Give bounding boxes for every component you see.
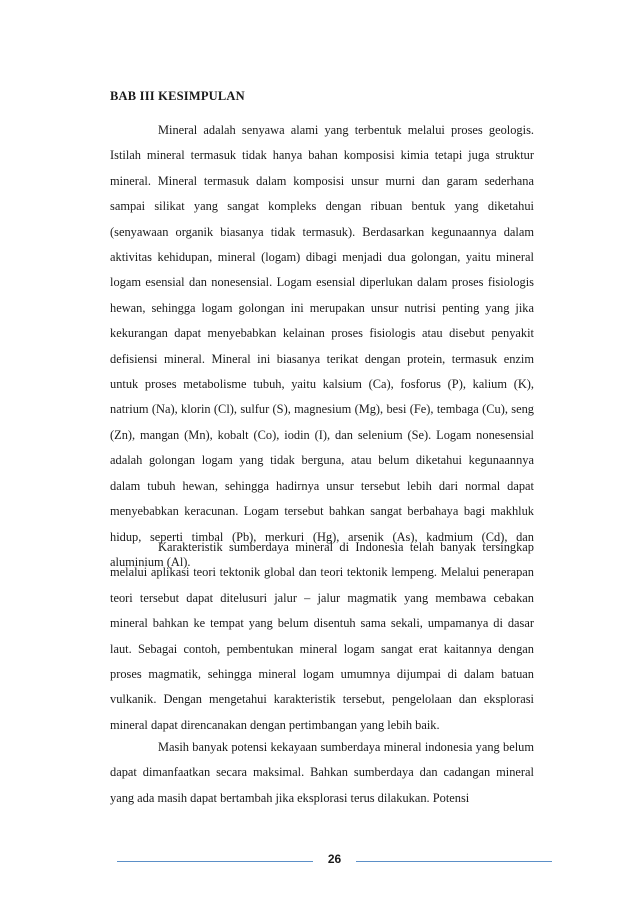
page-number: 26 <box>327 852 342 866</box>
paragraph-text: Mineral adalah senyawa alami yang terbentuk melalui proses geologis. Istilah mineral termasuk tidak hanya bahan komposisi kimia tetapi juga struktur mineral. Mineral termasuk dalam komposisi unsur murni dan garam sederhana sampai silikat yang sangat kompleks dengan ribuan bentuk yang diketahui (senyawaan organik biasanya tidak termasuk). Berdasarkan kegunaannya dalam aktivitas kehidupan, mineral (logam) dibagi menjadi dua golongan, yaitu mineral logam esensial dan nonesensial. Logam esensial diperlukan dalam proses fisiologis hewan, sehingga logam golongan ini merupakan unsur nutrisi penting yang jika kekurangan dapat menyebabkan kelainan proses fisiologis atau disebut penyakit defisiensi mineral. Mineral ini biasanya terikat dengan protein, termasuk enzim untuk proses metabolisme tubuh, yaitu kalsium (Ca), fosforus (P), kalium (K), natrium (Na), klorin (Cl), sulfur (S), magnesium (Mg), besi (Fe), tembaga (Cu), seng (Zn), mangan (Mn), kobalt (Co), iodin (I), dan selenium (Se). Logam nonesensial adalah golongan logam yang tidak berguna, atau belum diketahui kegunaannya dalam tubuh hewan, sehingga hadirnya unsur tersebut lebih dari normal dapat menyebabkan keracunan. Logam tersebut bahkan sangat berbahaya bagi makhluk hidup, seperti timbal (Pb), merkuri (Hg), arsenik (As), kadmium (Cd), dan aluminium (Al). <box>110 123 534 569</box>
paragraph-mineral-characteristics <box>110 535 534 738</box>
footer-rule-left <box>117 861 313 862</box>
paragraph-text: Karakteristik sumberdaya mineral di Indonesia telah banyak tersingkap melalui aplikasi teori tektonik global dan teori tektonik lempeng. Melalui penerapan teori tersebut dapat ditelusuri jalur – jalur magmatik yang membawa cebakan mineral bahkan ke tempat yang belum disentuh sama sekali, umpamanya di dasar laut. Sebagai contoh, pembentukan mineral logam sangat erat kaitannya dengan proses magmatik, sehingga mineral logam umumnya dijumpai di dalam batuan vulkanik. Dengan mengetahui karakteristik tersebut, pengelolaan dan eksplorasi mineral dapat direncanakan dengan pertimbangan yang lebih baik. <box>110 540 534 732</box>
chapter-heading: BAB III KESIMPULAN <box>110 89 245 103</box>
paragraph-text: Masih banyak potensi kekayaan sumberdaya mineral indonesia yang belum dapat dimanfaatkan secara maksimal. Bahkan sumberdaya dan cadangan mineral yang ada masih dapat bertambah jika eksplorasi terus dilakukan. Potensi <box>110 740 534 805</box>
paragraph-mineral-definition <box>110 118 534 575</box>
paragraph-mineral-potential <box>110 735 534 811</box>
footer-rule-right <box>356 861 552 862</box>
